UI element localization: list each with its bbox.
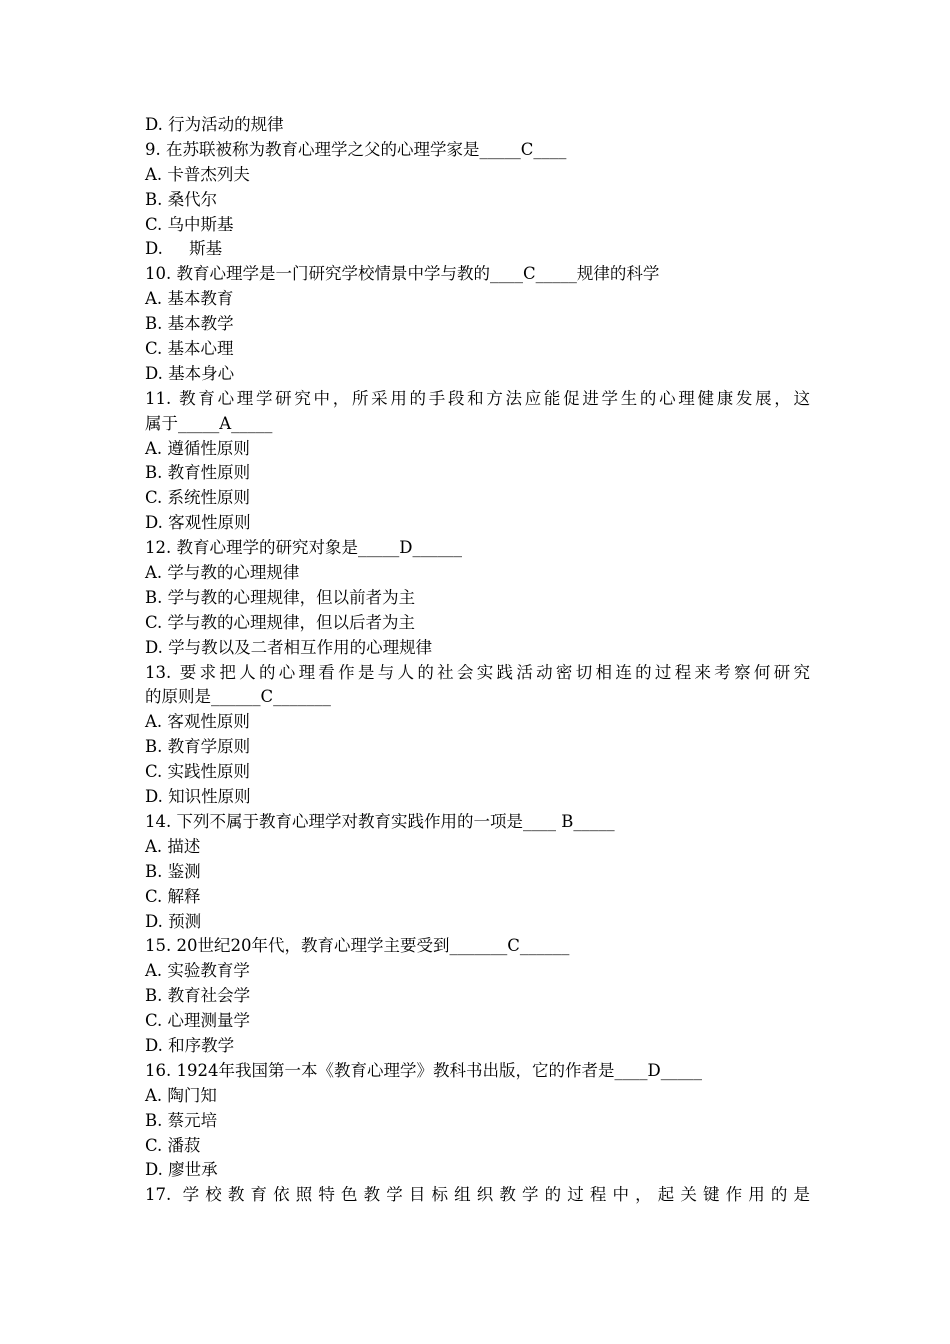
option-line: D. 客观性原则: [145, 513, 251, 533]
option-line: C. 系统性原则: [145, 488, 251, 508]
option-line: C. 潘菽: [145, 1135, 201, 1155]
option-line: D. 和序教学: [145, 1035, 235, 1055]
option-line: A. 陶门知: [145, 1085, 217, 1105]
option-line: A. 遵循性原则: [145, 438, 250, 458]
option-line: B. 桑代尔: [145, 189, 218, 209]
question-line: 13. 要求把人的心理看作是与人的社会实践活动密切相连的过程来考察何研究: [145, 662, 810, 682]
question-line-continued: 属于_____A_____: [145, 413, 273, 433]
option-line: B. 基本教学: [145, 314, 234, 334]
option-line: B. 鉴测: [145, 861, 201, 881]
option-line: B. 教育性原则: [145, 463, 251, 483]
option-line: D. 廖世承: [145, 1160, 218, 1180]
option-line: C. 学与教的心理规律，但以后者为主: [145, 612, 416, 632]
option-line: A. 基本教育: [145, 289, 234, 309]
option-line: A. 实验教育学: [145, 961, 250, 981]
option-line: A. 卡普杰列夫: [145, 164, 250, 184]
option-line: D. 知识性原则: [145, 787, 251, 807]
option-line: D. 斯基: [145, 239, 223, 259]
option-line: A. 客观性原则: [145, 712, 250, 732]
option-line: B. 教育学原则: [145, 737, 251, 757]
question-line: 17. 学校教育依照特色教学目标组织教学的过程中，起关键作用的是: [145, 1185, 810, 1205]
option-line: B. 蔡元培: [145, 1110, 218, 1130]
option-line: B. 教育社会学: [145, 986, 251, 1006]
option-line: C. 实践性原则: [145, 762, 251, 782]
option-line: C. 解释: [145, 886, 201, 906]
option-line: C. 基本心理: [145, 339, 234, 359]
question-line-continued: 的原则是______C_______: [145, 687, 331, 707]
option-line: A. 学与教的心理规律: [145, 563, 300, 583]
question-line: 9. 在苏联被称为教育心理学之父的心理学家是_____C____: [145, 139, 567, 159]
option-line: D. 基本身心: [145, 363, 235, 383]
option-line: B. 学与教的心理规律，但以前者为主: [145, 587, 416, 607]
option-line: D. 行为活动的规律: [145, 115, 284, 134]
option-line: C. 心理测量学: [145, 1011, 251, 1031]
question-line: 11. 教育心理学研究中，所采用的手段和方法应能促进学生的心理健康发展，这: [145, 388, 810, 408]
document-page: [145, 113, 810, 1208]
option-line: D. 学与教以及二者相互作用的心理规律: [145, 637, 433, 657]
option-line: D. 预测: [145, 911, 202, 931]
option-line: C. 乌中斯基: [145, 214, 234, 234]
question-line: 15. 20世纪20年代，教育心理学主要受到_______C______: [145, 936, 570, 956]
question-line: 16. 1924年我国第一本《教育心理学》教科书出版，它的作者是____D_____: [145, 1060, 702, 1080]
option-line: A. 描述: [145, 836, 201, 856]
question-line: 14. 下列不属于教育心理学对教育实践作用的一项是____ B_____: [145, 811, 615, 831]
question-line: 10. 教育心理学是一门研究学校情景中学与教的____C_____规律的科学: [145, 264, 660, 284]
question-line: 12. 教育心理学的研究对象是_____D______: [145, 538, 462, 558]
